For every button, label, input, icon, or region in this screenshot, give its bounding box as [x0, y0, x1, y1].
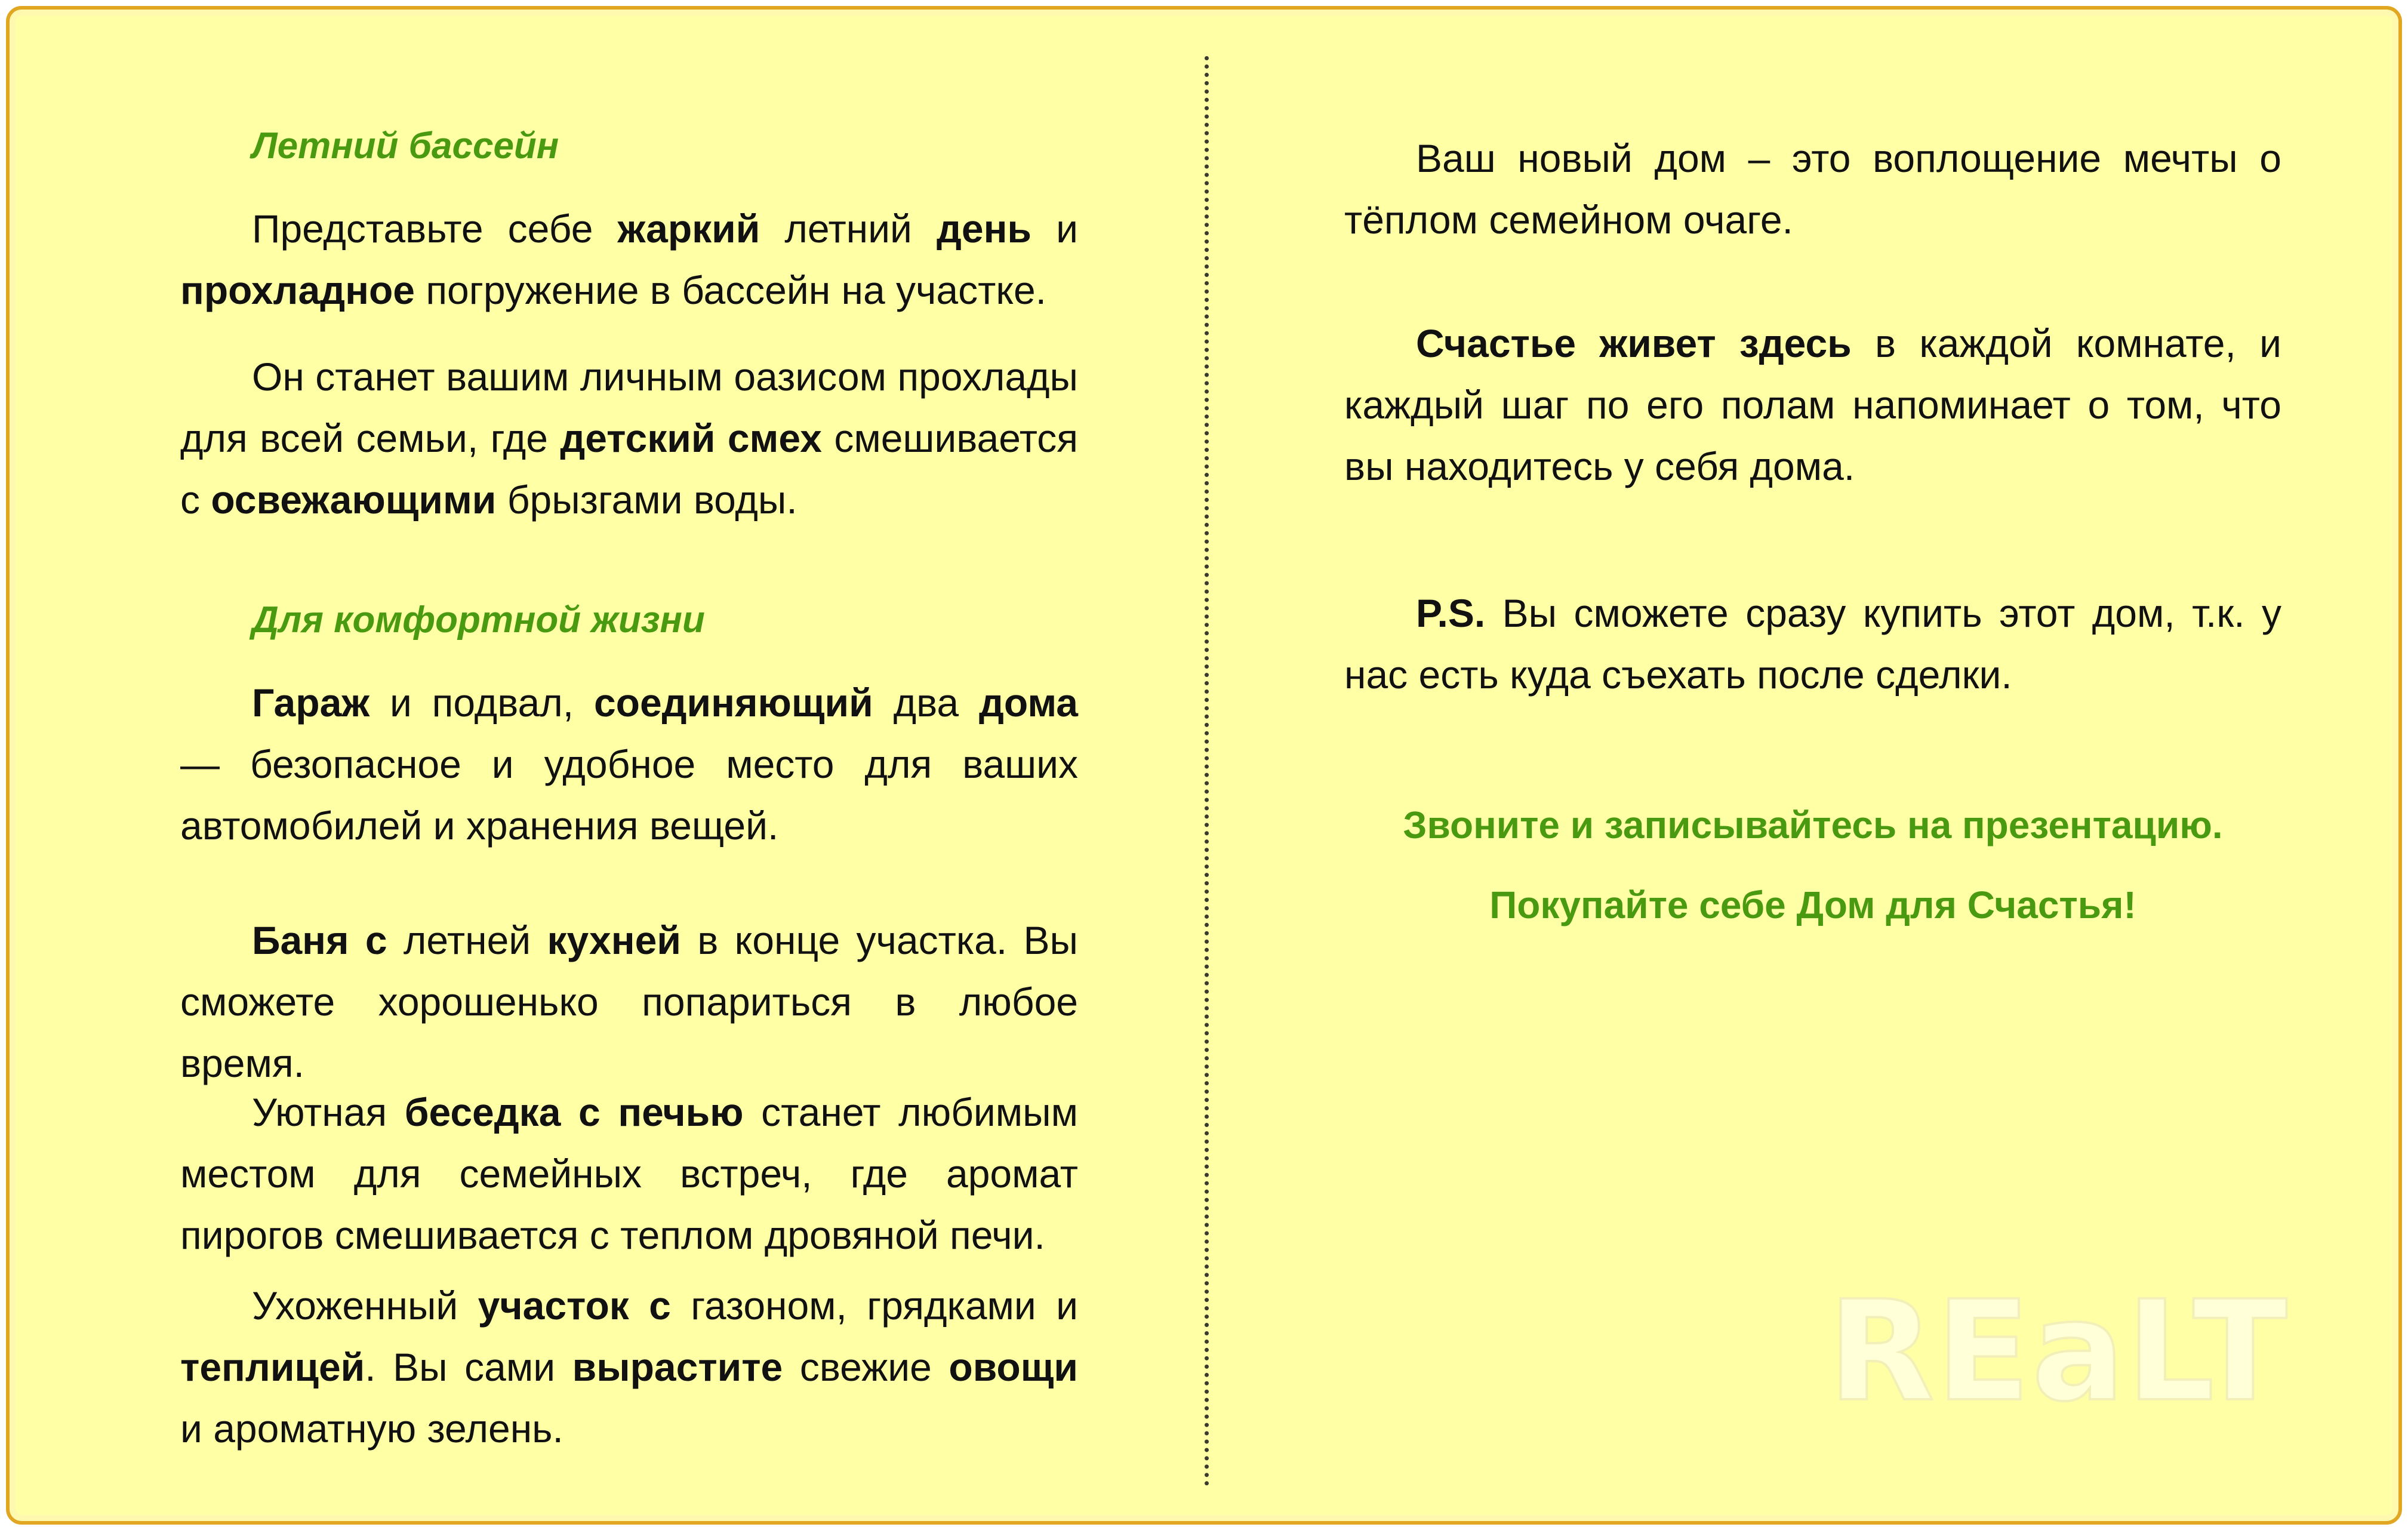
emphasis-text: соединяющий: [593, 681, 873, 725]
emphasis-text: Гараж: [252, 681, 370, 725]
emphasis-text: дома: [979, 681, 1078, 725]
bathhouse-paragraph: [180, 910, 1078, 1094]
body-text: и: [1031, 207, 1078, 251]
body-text: свежие: [783, 1345, 949, 1389]
call-to-action-presentation: Звоните и записывайтесь на презентацию.: [1403, 803, 2223, 846]
heading-comfortable-life: Для комфортной жизни: [252, 599, 705, 641]
body-text: два: [873, 681, 979, 725]
garage-paragraph: [180, 672, 1078, 857]
emphasis-text: овощи: [949, 1345, 1078, 1389]
body-text: . Вы сами: [365, 1345, 572, 1389]
body-text: Уютная: [252, 1090, 405, 1134]
emphasis-text: прохладное: [180, 268, 415, 312]
body-text: Представьте себе: [252, 207, 618, 251]
emphasis-text: освежающими: [211, 478, 497, 522]
heading-summer-pool: Летний бассейн: [252, 125, 559, 167]
emphasis-text: теплицей: [180, 1345, 365, 1389]
garden-plot-paragraph: [180, 1275, 1078, 1460]
body-text: Ваш новый дом – это воплощение мечты о тёплом семейном очаге.: [1344, 136, 2281, 242]
pool-paragraph-1: [180, 198, 1078, 321]
body-text: брызгами воды.: [496, 478, 797, 522]
realt-logo-text: REaLT: [1828, 1294, 2289, 1414]
body-text: летний: [760, 207, 937, 251]
emphasis-text: день: [936, 207, 1032, 251]
happiness-paragraph: [1344, 313, 2281, 497]
new-home-paragraph: [1344, 128, 2281, 251]
body-text: Ухоженный: [252, 1283, 478, 1328]
body-text: — безопасное и удобное место для ваших автомобилей и хранения вещей.: [180, 742, 1078, 848]
emphasis-text: Счастье живет здесь: [1416, 321, 1852, 365]
page-frame: [6, 6, 2402, 1525]
dotted-divider: [1205, 56, 1209, 1486]
body-text: в каждой комнате, и каждый шаг по его полам напоминает о том, что вы находитесь у себя дома.: [1344, 321, 2281, 488]
gazebo-paragraph: [180, 1082, 1078, 1266]
body-text: и подвал,: [369, 681, 594, 725]
body-text: станет любимым местом для семейных встреч, где аромат пирогов смешивается с теплом дровяной печи.: [180, 1090, 1078, 1257]
call-to-action-buy: Покупайте себе Дом для Счастья!: [1489, 883, 2136, 926]
emphasis-text: P.S.: [1416, 591, 1486, 635]
body-text: Вы сможете сразу купить этот дом, т.к. у нас есть куда съехать после сделки.: [1344, 591, 2281, 697]
body-text: газоном, грядками и: [670, 1283, 1078, 1328]
body-text: в конце участка. Вы сможете хорошенько попариться в любое время.: [180, 918, 1078, 1085]
body-text: летней: [387, 918, 547, 962]
body-text: Он станет вашим личным оазисом прохлады для всей семьи, где: [180, 355, 1078, 460]
body-text: погружение в бассейн на участке.: [414, 268, 1046, 312]
emphasis-text: вырастите: [572, 1345, 783, 1389]
emphasis-text: участок с: [478, 1283, 671, 1328]
emphasis-text: жаркий: [617, 207, 760, 251]
emphasis-text: кухней: [547, 918, 681, 962]
pool-paragraph-2: [180, 346, 1078, 531]
ps-paragraph: [1344, 583, 2281, 706]
emphasis-text: беседка с печью: [404, 1090, 744, 1134]
body-text: смешивается с: [180, 416, 1078, 522]
emphasis-text: детский смех: [560, 416, 822, 460]
emphasis-text: Баня с: [252, 918, 387, 962]
body-text: и ароматную зелень.: [180, 1406, 563, 1451]
realt-logo: [1823, 1294, 2293, 1414]
